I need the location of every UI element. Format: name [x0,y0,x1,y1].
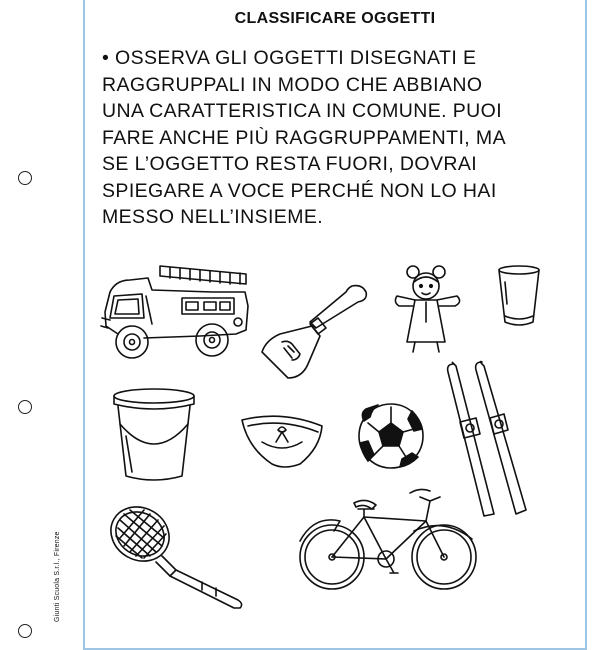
binder-hole [18,400,32,414]
glass-drawing [495,264,543,330]
soccer-ball-drawing [356,401,426,471]
worksheet-instruction: • OSSERVA GLI OGGETTI DISEGNATI E RAGGRUPPALI IN MODO CHE ABBIANO UNA CARATTERISTICA IN COMUNE. PUOI FARE ANCHE PIÙ RAGGRUPPAMENTI, MA SE L’OGGETTO RESTA FUORI, DOVRAI SPIEGARE A VOCE PERCHÉ NON LO HAI MESSO NELL’INSIEME. [102,47,506,228]
tennis-racket-drawing [106,500,246,610]
bicycle-drawing [294,487,480,595]
publisher-credit: Giunti Scuola S.r.l., Firenze [54,531,61,622]
binder-hole [18,171,32,185]
shovel-drawing [258,282,370,384]
binder-hole [18,624,32,638]
doll-drawing [393,262,465,354]
bucket-drawing [106,386,206,488]
swimsuit-drawing [238,412,328,472]
fire-truck-drawing [100,262,252,362]
worksheet-title: CLASSIFICARE OGGETTI [234,10,436,27]
